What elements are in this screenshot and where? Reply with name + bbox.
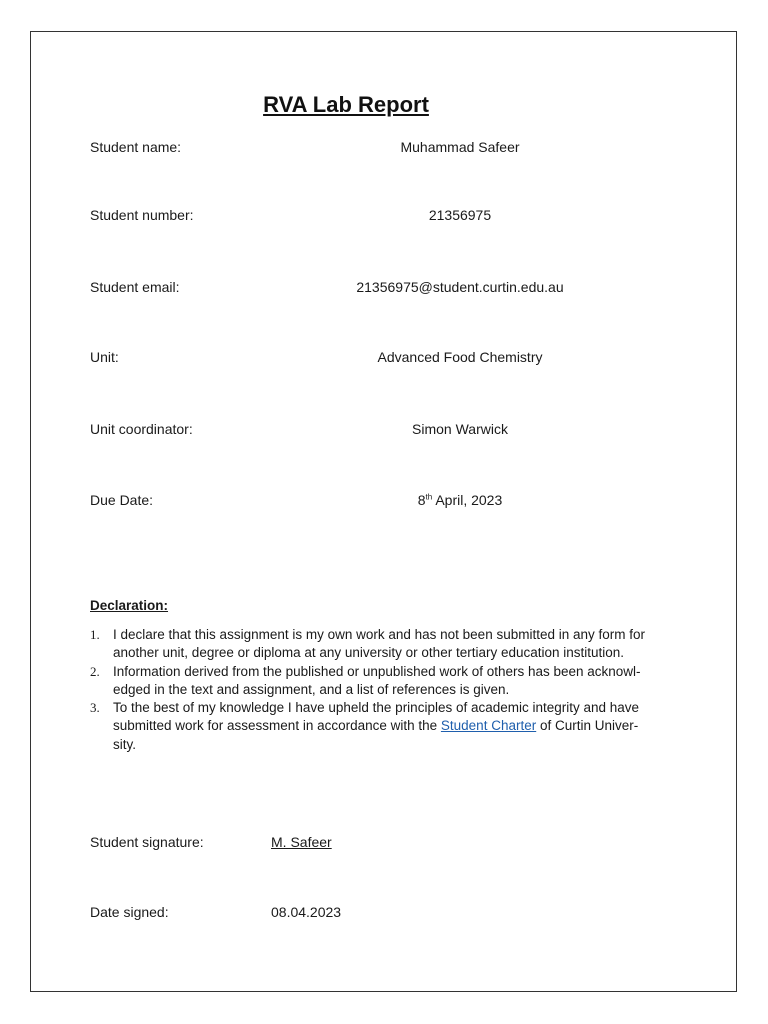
student-name-value: Muhammad Safeer [400,139,520,155]
document-title: RVA Lab Report [263,92,429,117]
date-signed-value: 08.04.2023 [271,904,342,920]
due-date-label: Due Date: [90,492,154,508]
declaration-item [90,626,658,663]
declaration-item-text: Information derived from the published or unpublished work of others has been acknowl-edged in the text and assignment, and a list of references is given. [113,663,641,697]
student-signature-value: M. Safeer [271,834,332,850]
unit-coordinator-label: Unit coordinator: [90,421,193,437]
declaration-item-number: 1. [90,627,100,642]
unit-label: Unit: [90,349,119,365]
unit-coordinator-value: Simon Warwick [412,421,508,437]
unit-value: Advanced Food Chemistry [377,349,543,365]
declaration-item [90,699,658,754]
declaration-item-text-before: To the best of my knowledge I have upheld the principles of academic integrity and have submitted work for assessment in accordance with the [113,700,640,734]
declaration-item-number: 3. [90,700,100,716]
due-date-value [260,492,660,508]
declaration-heading: Declaration: [90,598,169,613]
due-date-suffix: th [425,492,433,502]
declaration-item-text-after: of Curtin Univer-sity. [113,718,639,752]
date-signed-label: Date signed: [90,904,169,920]
student-number-label: Student number: [90,207,194,223]
student-email-value: 21356975@student.curtin.edu.au [356,279,564,295]
due-date-day: 8 [417,492,426,508]
student-number-value: 21356975 [428,207,492,223]
student-charter-link[interactable]: Student Charter [440,718,537,734]
student-email-label: Student email: [90,279,180,295]
due-date-rest: April, 2023 [432,492,503,508]
declaration-list [90,626,658,754]
student-signature-label: Student signature: [90,834,204,850]
declaration-item [90,663,658,700]
declaration-item-text: I declare that this assignment is my own work and has not been submitted in any form for another unit, degree or diploma at any university or other tertiary education institution. [113,627,646,661]
declaration-item-number: 2. [90,663,100,679]
student-name-label: Student name: [90,139,182,155]
